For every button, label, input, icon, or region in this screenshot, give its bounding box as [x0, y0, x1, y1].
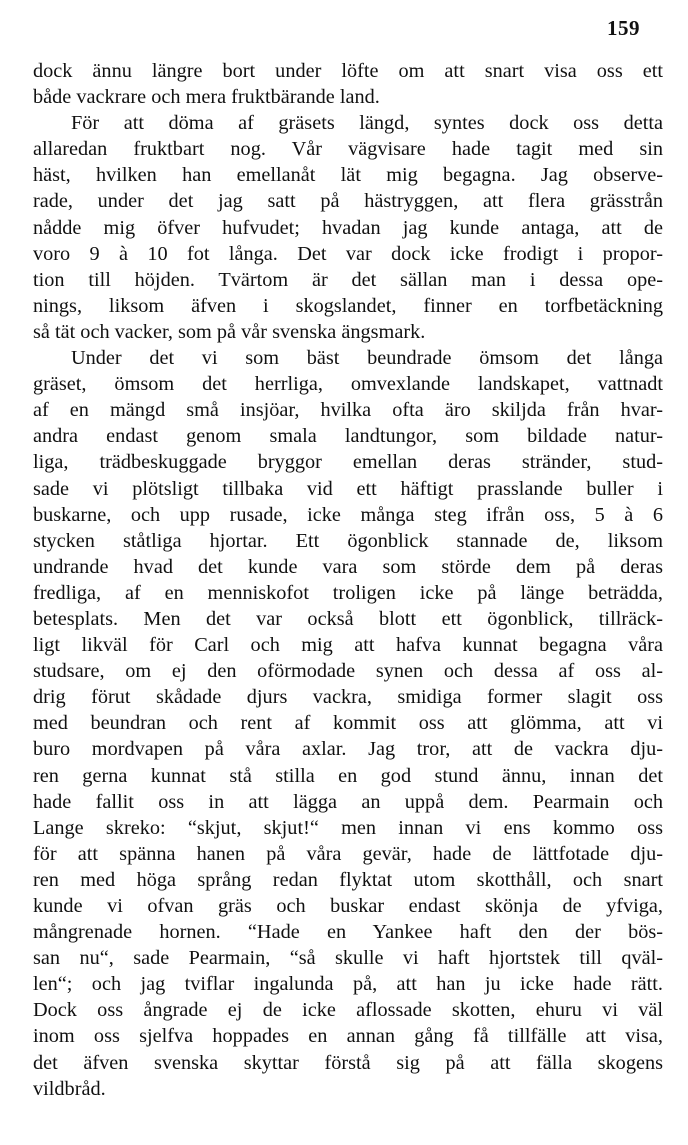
text-line: allaredan fruktbart nog. Vår vägvisare hade tagit med sin	[33, 138, 663, 161]
page-number: 159	[607, 16, 640, 40]
text-line: för att spänna hanen på våra gevär, hade de lättfotade dju-	[33, 842, 663, 865]
text-line: kunde vi ofvan gräs och buskar endast skönja de yfviga,	[33, 895, 663, 917]
body-text	[33, 58, 663, 1102]
text-line: dock ännu längre bort under löfte om att snart visa oss ett	[33, 60, 663, 82]
text-line: nings, liksom äfven i skogslandet, finner en torfbetäckning	[33, 294, 663, 317]
text-line: fredliga, af en menniskofot troligen icke på länge beträdda,	[33, 581, 663, 604]
text-line: både vackrare och mera fruktbärande land.	[33, 86, 380, 109]
text-line: hade fallit oss in att lägga an uppå dem. Pearmain och	[33, 790, 663, 813]
text-line: det äfven svenska skyttar förstå sig på att fälla skogens	[33, 1051, 663, 1074]
text-line: tion till höjden. Tvärtom är det sällan man i dessa ope-	[33, 268, 663, 291]
text-line: med beundran och rent af kommit oss att glömma, att vi	[33, 712, 663, 735]
text-line: nådde mig öfver hufvudet; hvadan jag kunde antaga, att de	[33, 216, 663, 239]
text-line: sade vi plötsligt tillbaka vid ett häftigt prasslande buller i	[33, 477, 663, 500]
text-line: vildbråd.	[33, 1077, 106, 1100]
text-line: För att döma af gräsets längd, syntes dock oss detta	[71, 112, 663, 135]
text-line: ren gerna kunnat stå stilla en god stund ännu, innan det	[33, 764, 663, 787]
text-line: drig förut skådade djurs vackra, smidiga former slagit oss	[33, 686, 663, 709]
text-line: undrande hvad det kunde vara som störde dem på deras	[33, 555, 663, 578]
text-line: liga, trädbeskuggade bryggor emellan deras stränder, stud-	[33, 451, 663, 474]
text-line: san nu“, sade Pearmain, “så skulle vi haft hjortstek till qväl-	[33, 947, 663, 970]
text-line: rade, under det jag satt på hästryggen, att flera grässtrån	[33, 190, 663, 213]
text-line: andra endast genom smala landtungor, som bildade natur-	[33, 425, 663, 448]
text-line: så tät och vacker, som på vår svenska ängsmark.	[33, 320, 426, 343]
text-line: ligt likväl för Carl och mig att hafva kunnat begagna våra	[33, 634, 663, 657]
text-line: inom oss sjelfva hoppades en annan gång få tillfälle att visa,	[33, 1025, 663, 1048]
text-line: af en mängd små insjöar, hvilka ofta äro skiljda från hvar-	[33, 399, 663, 422]
text-line: buro mordvapen på våra axlar. Jag tror, att de vackra dju-	[33, 738, 663, 761]
text-line: voro 9 à 10 fot långa. Det var dock icke frodigt i propor-	[33, 242, 663, 265]
text-line: ren med höga språng redan flyktat utom skotthåll, och snart	[33, 868, 663, 891]
text-line: stycken ståtliga hjortar. Ett ögonblick stannade de, liksom	[33, 529, 663, 552]
text-line: betesplats. Men det var också blott ett ögonblick, tillräck-	[33, 607, 663, 630]
text-line: häst, hvilken han emellanåt lät mig begagna. Jag observe-	[33, 164, 663, 187]
text-line: buskarne, och upp rusade, icke många steg ifrån oss, 5 à 6	[33, 503, 663, 526]
text-line: mångrenade hornen. “Hade en Yankee haft den der bös-	[33, 921, 663, 944]
text-line: Lange skreko: “skjut, skjut!“ men innan vi ens kommo oss	[33, 816, 663, 839]
text-line: len“; och jag tviflar ingalunda på, att han ju icke hade rätt.	[33, 973, 663, 996]
text-line: studsare, om ej den oförmodade synen och dessa af oss al-	[33, 660, 663, 683]
text-line: gräset, ömsom det herrliga, omvexlande landskapet, vattnadt	[33, 373, 663, 396]
text-line: Dock oss ångrade ej de icke aflossade skotten, ehuru vi väl	[33, 999, 663, 1022]
text-line: Under det vi som bäst beundrade ömsom det långa	[71, 347, 663, 370]
